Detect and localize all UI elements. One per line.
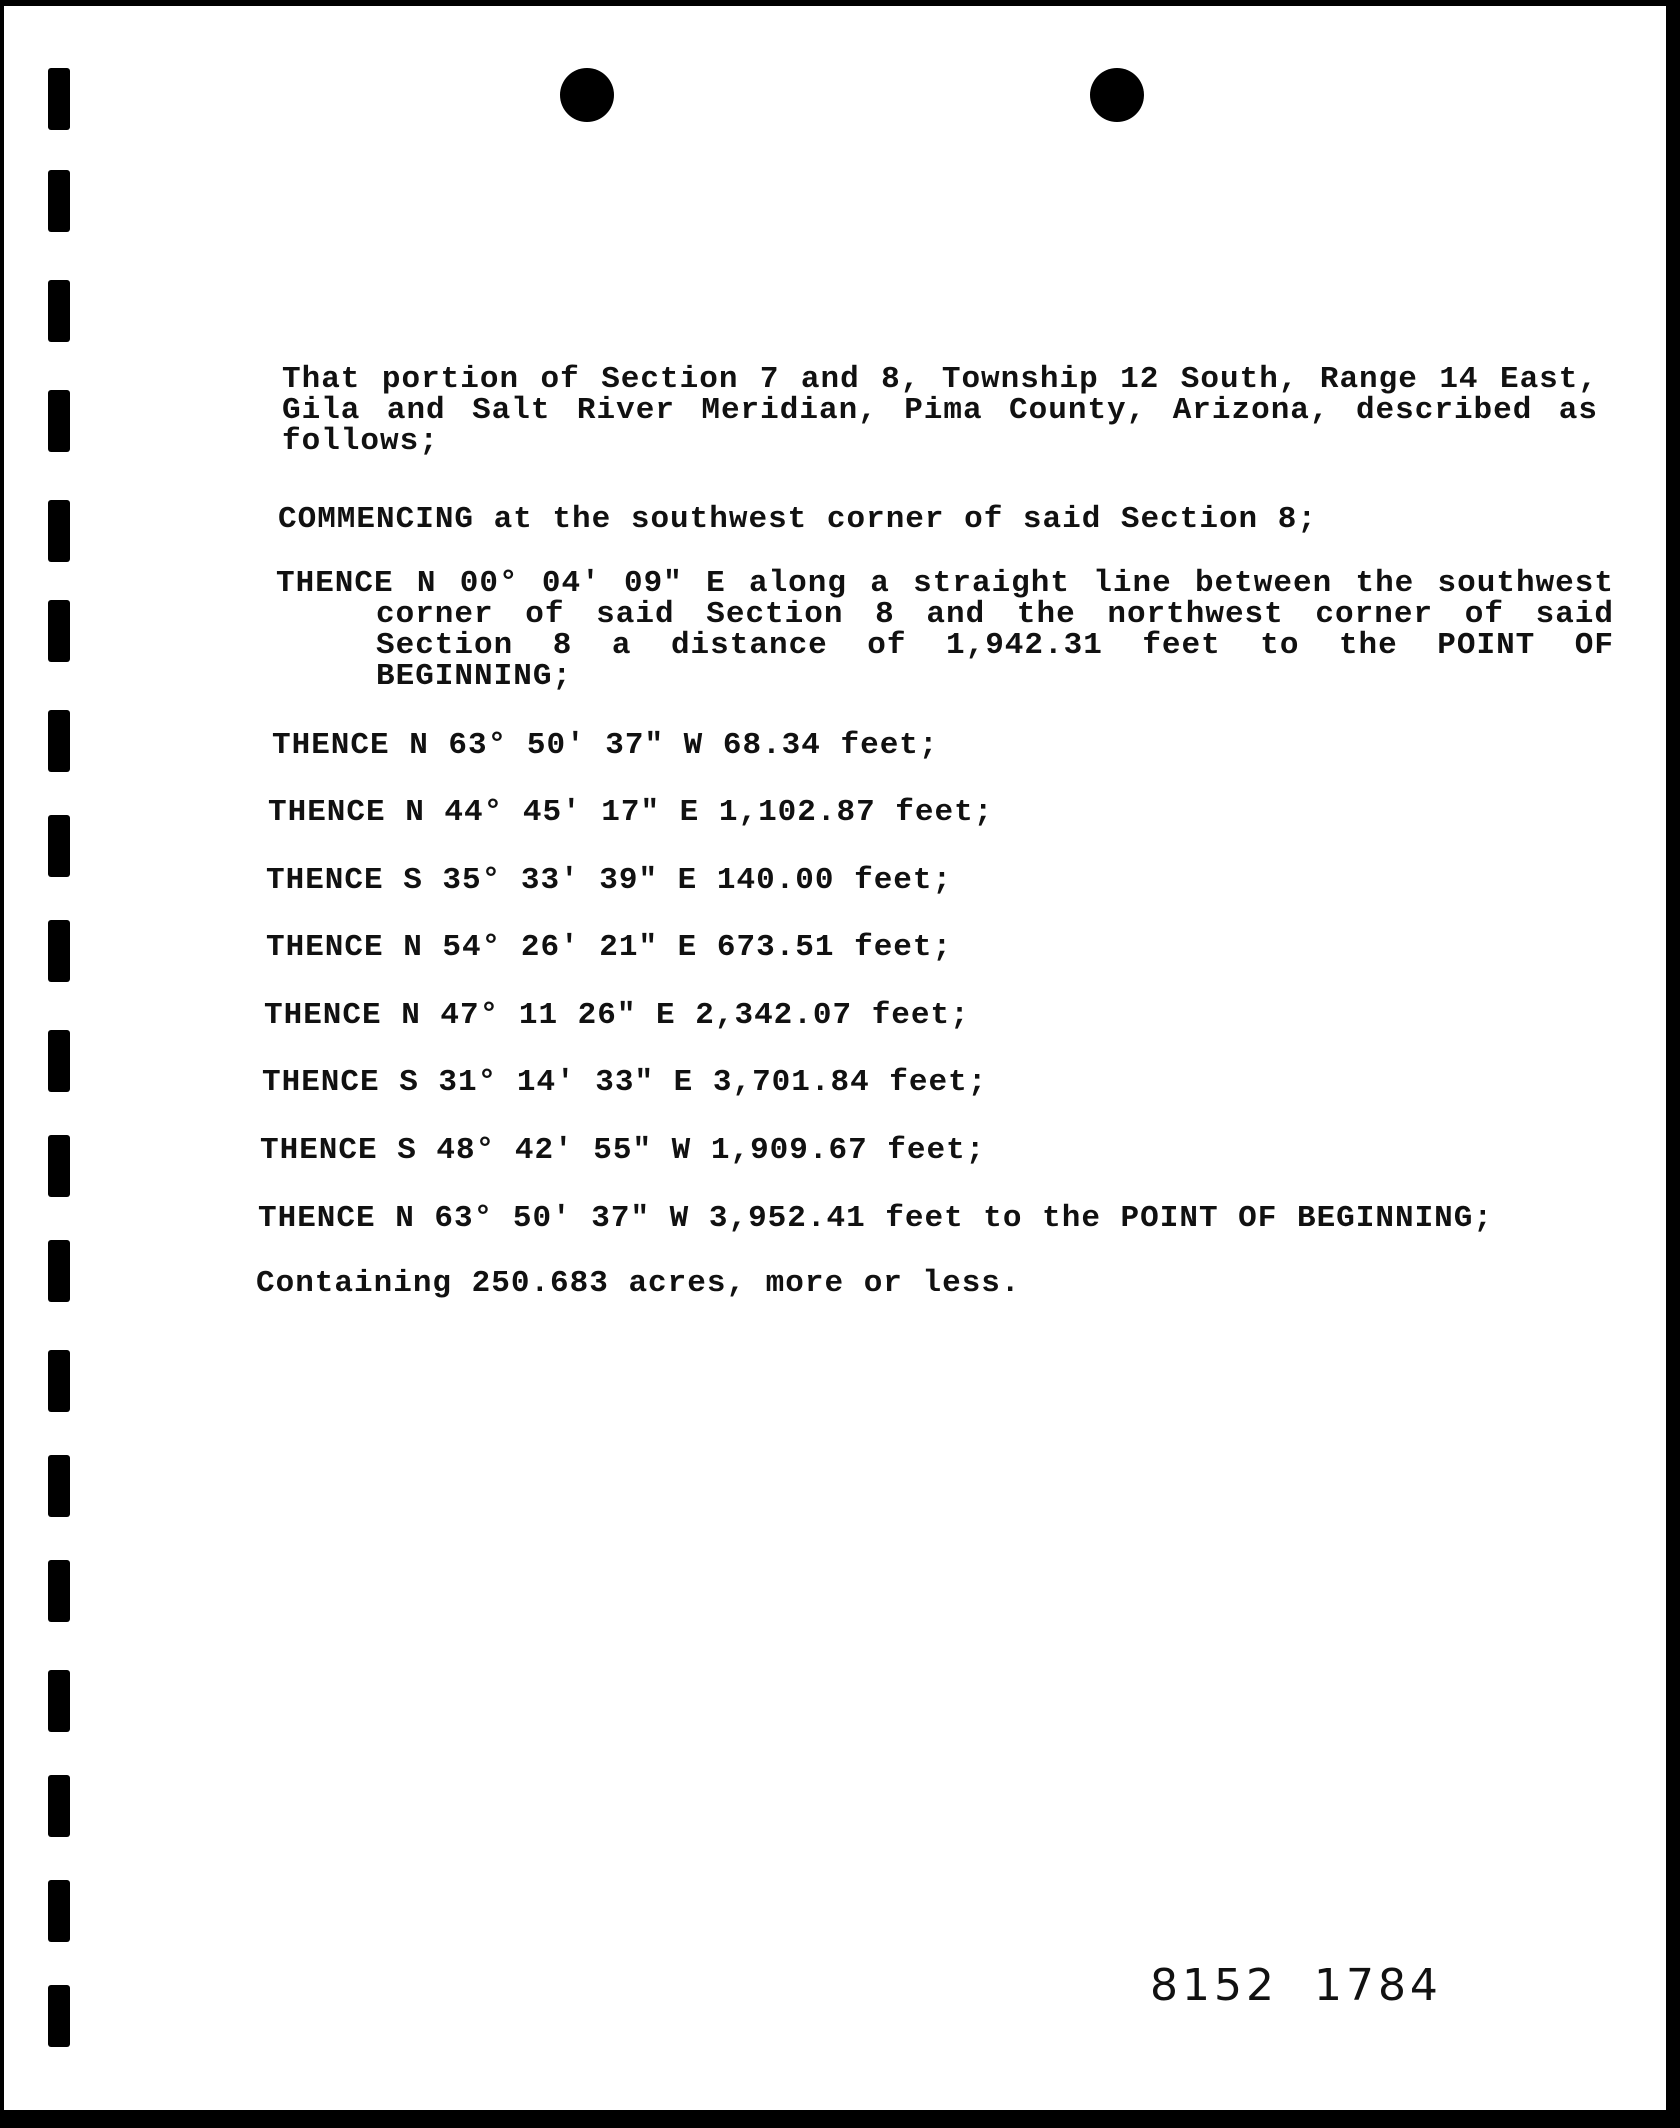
- punch-hole-left: [560, 68, 614, 122]
- sprocket-hole: [48, 1135, 70, 1197]
- recording-stamp-number: 8152 1784: [1150, 1960, 1442, 2011]
- sprocket-hole: [48, 1350, 70, 1412]
- course-line: THENCE N 47° 11 26" E 2,342.07 feet;: [264, 998, 970, 1033]
- sprocket-hole: [48, 1560, 70, 1622]
- sprocket-hole: [48, 1455, 70, 1517]
- sprocket-hole: [48, 1240, 70, 1302]
- sprocket-hole: [48, 815, 70, 877]
- course-line: THENCE N 63° 50' 37" W 68.34 feet;: [272, 728, 939, 763]
- course-line: THENCE S 48° 42' 55" W 1,909.67 feet;: [260, 1133, 986, 1168]
- sprocket-hole: [48, 1775, 70, 1837]
- course-line: THENCE S 31° 14' 33" E 3,701.84 feet;: [262, 1065, 988, 1100]
- legal-description-intro: That portion of Section 7 and 8, Township 12 South, Range 14 East, Gila and Salt River Meridian, Pima County, Arizona, described as follows;: [282, 362, 1598, 459]
- sprocket-hole: [48, 68, 70, 130]
- scan-border-bottom: [0, 2110, 1680, 2128]
- sprocket-hole: [48, 500, 70, 562]
- sprocket-hole: [48, 710, 70, 772]
- acreage-statement: Containing 250.683 acres, more or less.: [256, 1266, 1021, 1301]
- sprocket-hole: [48, 1670, 70, 1732]
- sprocket-hole: [48, 920, 70, 982]
- sprocket-hole: [48, 1880, 70, 1942]
- sprocket-hole: [48, 280, 70, 342]
- course-line: THENCE N 63° 50' 37" W 3,952.41 feet to the POINT OF BEGINNING;: [258, 1201, 1493, 1236]
- commencing-line: COMMENCING at the southwest corner of said Section 8;: [278, 502, 1317, 537]
- course-line: THENCE N 54° 26' 21" E 673.51 feet;: [266, 930, 953, 965]
- course-line: THENCE S 35° 33' 39" E 140.00 feet;: [266, 863, 953, 898]
- scan-border-left: [0, 0, 4, 2128]
- scan-border-right: [1666, 0, 1680, 2128]
- sprocket-hole: [48, 170, 70, 232]
- sprocket-hole: [48, 1030, 70, 1092]
- first-course-paragraph: [276, 568, 1614, 692]
- course-line: THENCE N 44° 45' 17" E 1,102.87 feet;: [268, 795, 994, 830]
- punch-hole-right: [1090, 68, 1144, 122]
- scan-border-top: [0, 0, 1680, 6]
- sprocket-hole: [48, 390, 70, 452]
- sprocket-hole: [48, 600, 70, 662]
- first-course-text: THENCE N 00° 04' 09" E along a straight line between the southwest corner of said Section 8 and the northwest corner of said Section 8 a distance of 1,942.31 feet to the POINT OF BEGINNING;: [276, 566, 1614, 694]
- sprocket-hole: [48, 1985, 70, 2047]
